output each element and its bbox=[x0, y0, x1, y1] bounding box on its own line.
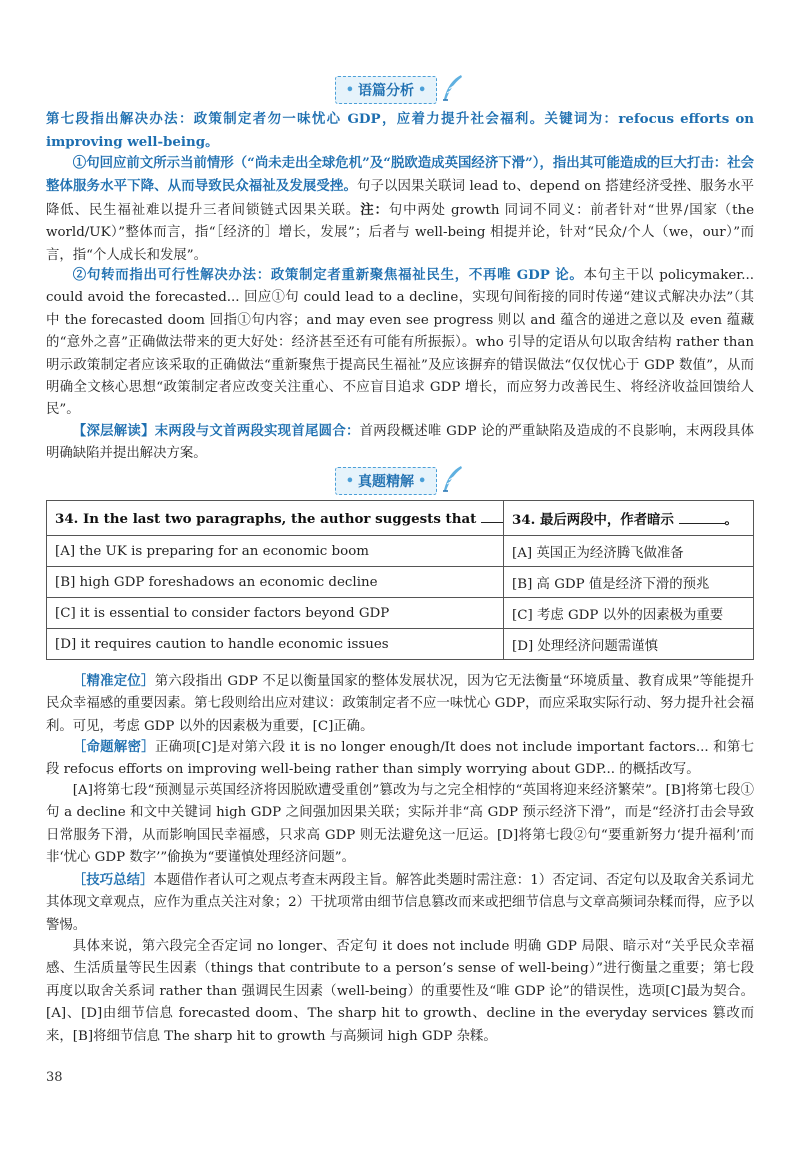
note-label: 注： bbox=[360, 201, 389, 218]
option-en: [D] it requires caution to handle economic issues bbox=[47, 629, 504, 660]
option-cn: [B] 高 GDP 值是经济下滑的预兆 bbox=[504, 567, 754, 598]
question-table bbox=[46, 500, 754, 660]
deep-interpretation: 【深层解读】末两段与文首两段实现首尾圆合：首两段概述唯 GDP 论的严重缺陷及造成的不良影响，末两段具体明确缺陷并提出解决方案。 bbox=[46, 423, 754, 462]
option-en: [A] the UK is preparing for an economic boom bbox=[47, 536, 504, 567]
page-number: 38 bbox=[46, 1070, 63, 1085]
dot-icon: • bbox=[418, 473, 427, 489]
skill-summary: ［技巧总结］本题借作者认可之观点考查末两段主旨。解答此类题时需注意：1）否定词、否定句以及取舍关系词尤其体现文章观点，应作为重点关注对象；2）干扰项常由细节信息篡改而来或把细节信息与文章高频词杂糅而得，应予以警惕。 bbox=[46, 872, 754, 933]
question-header-box bbox=[335, 467, 438, 495]
question-decode: ［命题解密］正确项[C]是对第六段 it is no longer enough/It does not include important factors... 和第七段 refocus efforts on improving well-being rather than simply worrying about GDP... 的概括改写。 bbox=[46, 739, 754, 778]
option-row bbox=[47, 598, 754, 629]
quill-pen-icon bbox=[439, 464, 465, 498]
dot-icon: • bbox=[345, 473, 354, 489]
question-header-title: 真题精解 bbox=[358, 474, 414, 490]
wrong-options-analysis: [A]将第七段“预测显示英国经济将因脱欧遭受重创”篡改为与之完全相悖的“英国将迎来经济繁荣”。[B]将第七段①句 a decline 和文中关键词 high GDP 之间强加因果关联；实际并非“高 GDP 预示经济下滑”，而是“经济打击会导致日常服务下滑，从而影响国民幸福感，只求高 GDP 则无法避免这一厄运。[D]将第七段②句“要重新努力‘提升福利’而非‘忧心 GDP 数字’”偷换为“要谨慎处理经济问题”。 bbox=[46, 783, 754, 866]
option-cn: [D] 处理经济问题需谨慎 bbox=[504, 629, 754, 660]
option-cn: [A] 英国正为经济腾飞做准备 bbox=[504, 536, 754, 567]
option-en: [C] it is essential to consider factors beyond GDP bbox=[47, 598, 504, 629]
answer-blank bbox=[481, 510, 504, 523]
question-stem-row bbox=[47, 501, 754, 536]
precise-location: ［精准定位］第六段指出 GDP 不足以衡量国家的整体发展状况，因为它无法衡量“环境质量、教育成果”等能提升民众幸福感的重要因素。第七段则给出应对建议：政策制定者不应一味忧心 GDP，而应采取实际行动、努力提升社会福利。可见，考虑 GDP 以外的因素极为重要，[C]正确。 bbox=[46, 673, 754, 734]
sentence-two-analysis: ②句转而指出可行性解决办法：政策制定者重新聚焦福祉民生，不再唯 GDP 论。本句主干以 policymaker... could avoid the forecasted... 回应①句 could lead to a decline，实现句间衔接的同时传递“建议式解决办法”（其中 the forecasted doom 回指①句内容；and may even see progress 则以 and 蕴含的递进之意以及 even 蕴藏的“意外之喜”正确做法带来的更大好处：经济甚至还有可能有所振振）。who 引导的定语从句以取舍结构 rather than 明示政策制定者应该采取的正确做法“重新聚焦于提高民生福祉”及应该摒弃的错误做法“仅仅忧心于 GDP 数值”，从而明确全文核心思想“政策制定者应改变关注重心、不应盲目追求 GDP 增长，而应努力改善民生、将经济收益回馈给人民”。 bbox=[46, 267, 754, 418]
question-stem-en: 34. In the last two paragraphs, the author suggests that bbox=[47, 501, 504, 536]
answer-blank bbox=[679, 511, 725, 524]
analysis-section-header bbox=[0, 72, 800, 108]
analysis-header-title: 语篇分析 bbox=[358, 83, 414, 99]
sentence-one-analysis: ①句回应前文所示当前情形（“尚未走出全球危机”及“脱欧造成英国经济下滑”），指出其可能造成的巨大打击：社会整体服务水平下降、从而导致民众福祉及发展受挫。句子以因果关联词 lead to、depend on 搭建经济受挫、服务水平降低、民生福祉难以提升三者间锁链式因果关联。注：句中两处 growth 同词不同义：前者针对“世界/国家（the world/UK）”整体而言，指“［经济的］增长，发展”；后者与 well-being 相提并论，针对“民众/个人（we，our）”而言，指“个人成长和发展”。 bbox=[46, 155, 755, 263]
option-en: [B] high GDP foreshadows an economic decline bbox=[47, 567, 504, 598]
dot-icon: • bbox=[345, 82, 354, 98]
option-cn: [C] 考虑 GDP 以外的因素极为重要 bbox=[504, 598, 754, 629]
option-row bbox=[47, 536, 754, 567]
option-row bbox=[47, 629, 754, 660]
dot-icon: • bbox=[418, 82, 427, 98]
quill-pen-icon bbox=[439, 73, 465, 107]
paragraph-seven-summary: 第七段指出解决办法：政策制定者勿一味忧心 GDP，应着力提升社会福利。关键词为：refocus efforts on improving well-being。 bbox=[46, 111, 754, 151]
option-row bbox=[47, 567, 754, 598]
analysis-header-box bbox=[335, 76, 438, 104]
final-explanation: 具体来说，第六段完全否定词 no longer、否定句 it does not include 明确 GDP 局限、暗示对“关乎民众幸福感、生活质量等民生因素（things that contribute to a person’s sense of well-being）”进行衡量之重要；第七段再度以取舍关系词 rather than 强调民生因素（well-being）的重要性及“唯 GDP 论”的错误性，选项[C]最为契合。[A]、[D]由细节信息 forecasted doom、The sharp hit to growth、decline in the everyday services 篡改而来，[B]将细节信息 The sharp hit to growth 与高频词 high GDP 杂糅。 bbox=[46, 939, 754, 1044]
question-stem-cn: 34. 最后两段中，作者暗示 。 bbox=[504, 501, 754, 536]
question-section-header bbox=[0, 463, 800, 499]
